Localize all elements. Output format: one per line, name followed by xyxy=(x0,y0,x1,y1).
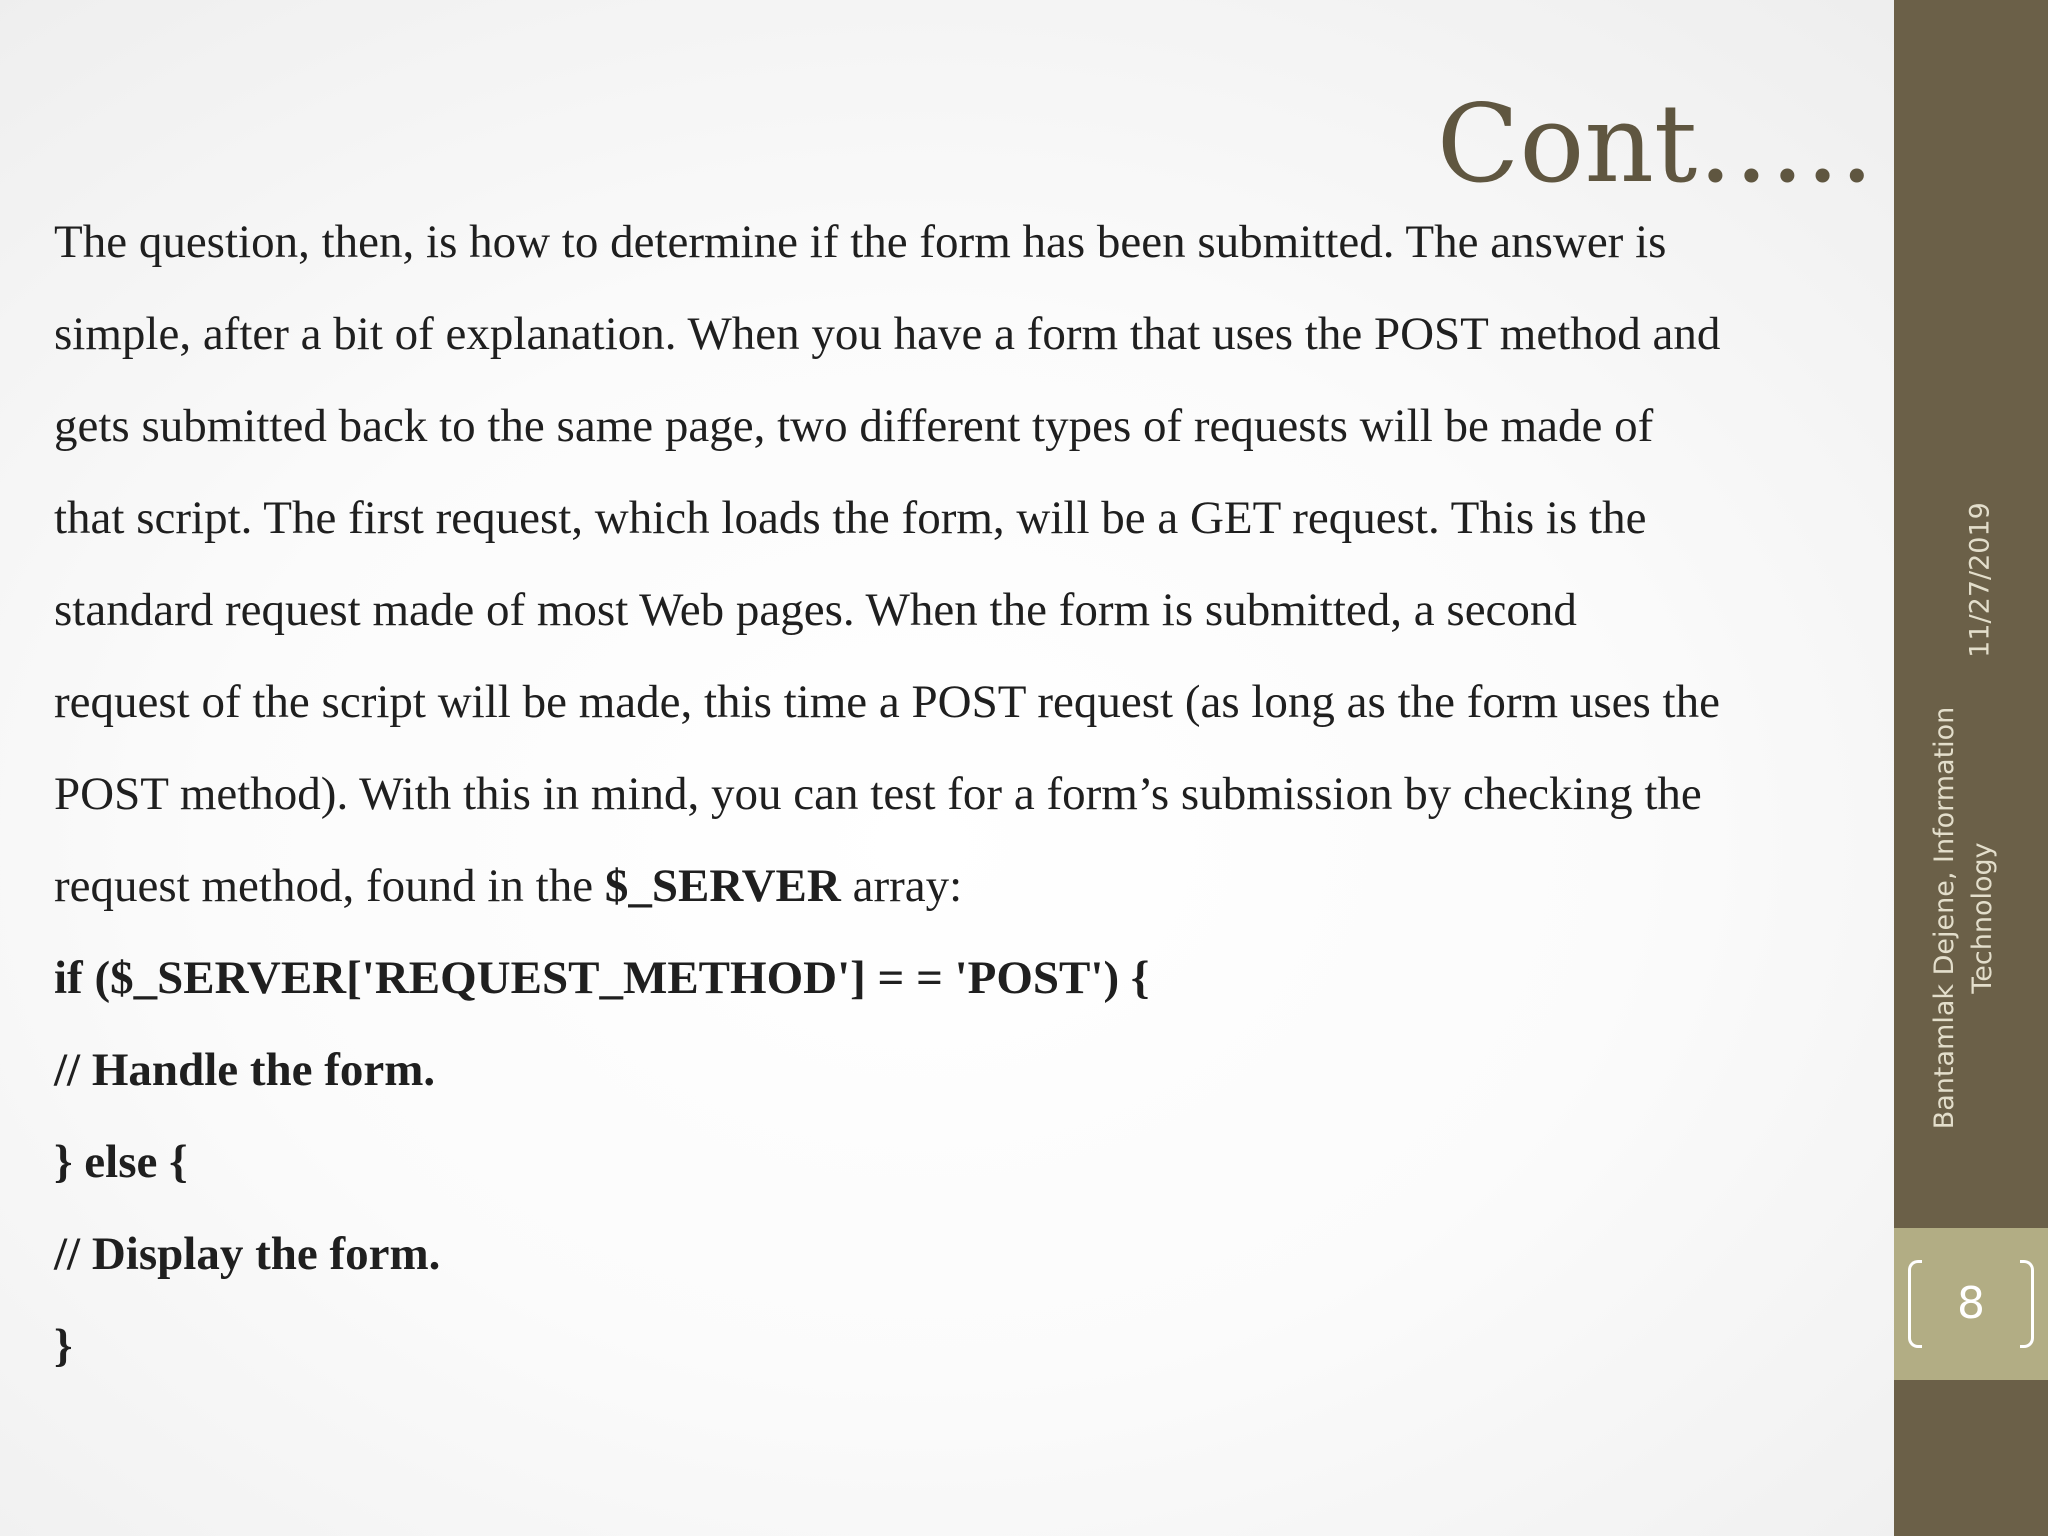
code-line: // Handle the form. xyxy=(54,1044,436,1096)
last-line-after: array: xyxy=(840,860,963,912)
slide-title: Cont….. xyxy=(1436,82,1874,207)
paragraph-last-line xyxy=(54,840,1884,932)
code-line: } xyxy=(54,1320,73,1372)
code-line: if ($_SERVER['REQUEST_METHOD'] = = 'POST') { xyxy=(54,952,1150,1004)
slide-date: 11/27/2019 xyxy=(1964,502,1996,658)
paragraph-line: that script. The first request, which loads the form, will be a GET request. This is the xyxy=(54,492,1647,544)
slide-body xyxy=(54,196,1884,1392)
last-line-before: request method, found in the xyxy=(54,860,605,912)
paragraph-line: standard request made of most Web pages. When the form is submitted, a second xyxy=(54,584,1577,636)
server-variable: $_SERVER xyxy=(604,860,841,912)
paragraph-line: request of the script will be made, this time a POST request (as long as the form uses the xyxy=(54,676,1720,728)
author-line-2: Technology xyxy=(1967,842,1998,994)
paragraph-line: simple, after a bit of explanation. When you have a form that uses the POST method and xyxy=(54,308,1721,360)
code-line: } else { xyxy=(54,1136,188,1188)
page-number-box xyxy=(1894,1228,2048,1380)
slide-author xyxy=(1926,707,2002,1130)
page-number: 8 xyxy=(1957,1278,1985,1329)
code-line: // Display the form. xyxy=(54,1228,441,1280)
author-line-1: Bantamlak Dejene, Information xyxy=(1929,706,1960,1130)
paragraph-line: gets submitted back to the same page, two different types of requests will be made of xyxy=(54,400,1654,452)
paragraph-line: The question, then, is how to determine if the form has been submitted. The answer is xyxy=(54,216,1667,268)
paragraph-line: POST method). With this in mind, you can test for a form’s submission by checking the xyxy=(54,768,1702,820)
